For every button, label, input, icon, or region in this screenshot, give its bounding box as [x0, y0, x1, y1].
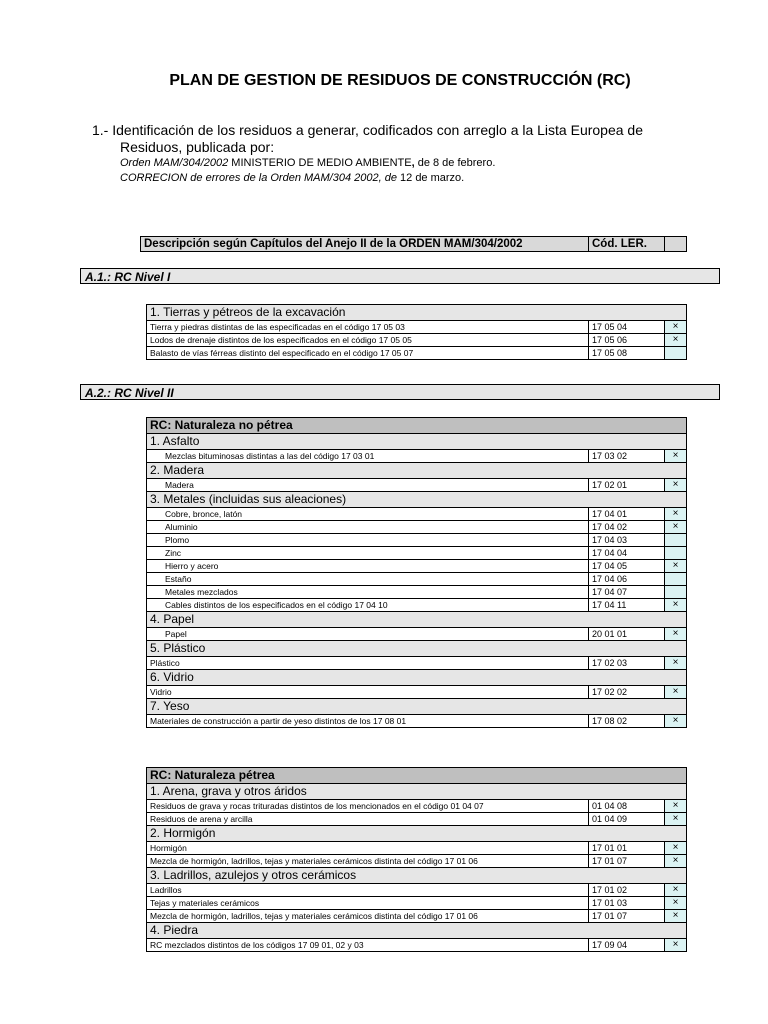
row-description: Cobre, bronce, latón — [147, 508, 589, 521]
group-label: 3. Metales (incluidas sus aleaciones) — [147, 492, 687, 508]
row-code: 01 04 08 — [589, 800, 665, 813]
group-row — [147, 826, 687, 842]
table-row — [147, 560, 687, 573]
group-label: 4. Papel — [147, 612, 687, 628]
row-code: 17 04 04 — [589, 547, 665, 560]
row-mark: × — [665, 560, 687, 573]
table-row — [147, 939, 687, 952]
document-title: PLAN DE GESTION DE RESIDUOS DE CONSTRUCCIÓN (RC) — [169, 72, 631, 89]
level-1-table — [146, 304, 687, 360]
row-mark — [665, 347, 687, 360]
table-row — [147, 573, 687, 586]
row-mark: × — [665, 813, 687, 826]
row-description: Tierra y piedras distintas de las especificadas en el código 17 05 03 — [147, 321, 589, 334]
nature-title: RC: Naturaleza pétrea — [147, 768, 687, 784]
row-description: Residuos de grava y rocas trituradas distintos de los mencionados en el código 01 04 07 — [147, 800, 589, 813]
row-mark — [665, 534, 687, 547]
group-label: 4. Piedra — [147, 923, 687, 939]
group-row — [147, 641, 687, 657]
table-row — [147, 547, 687, 560]
table-row — [147, 715, 687, 728]
group-row — [147, 434, 687, 450]
group-label: 6. Vidrio — [147, 670, 687, 686]
intro-line-1: 1.- Identificación de los residuos a generar, codificados con arreglo a la Lista Europea de — [92, 122, 644, 138]
reference-ministry: MINISTERIO DE MEDIO AMBIENTE — [228, 157, 412, 169]
table-row — [147, 521, 687, 534]
row-mark: × — [665, 800, 687, 813]
row-mark: × — [665, 508, 687, 521]
row-code: 17 01 07 — [589, 855, 665, 868]
group-label: 1. Asfalto — [147, 434, 687, 450]
row-description: Estaño — [147, 573, 589, 586]
row-description: Mezclas bituminosas distintas a las del código 17 03 01 — [147, 450, 589, 463]
row-code: 17 05 08 — [589, 347, 665, 360]
no-petrea-table — [146, 417, 687, 728]
group-row — [147, 463, 687, 479]
table-row — [147, 334, 687, 347]
row-code: 17 01 02 — [589, 884, 665, 897]
row-description: Hormigón — [147, 842, 589, 855]
row-description: Plomo — [147, 534, 589, 547]
intro-line-2: Residuos, publicada por: — [120, 139, 275, 155]
group-label: 1. Arena, grava y otros áridos — [147, 784, 687, 800]
row-description: Mezcla de hormigón, ladrillos, tejas y materiales cerámicos distinta del código 17 01 06 — [147, 910, 589, 923]
row-code: 17 04 01 — [589, 508, 665, 521]
row-code: 17 01 07 — [589, 910, 665, 923]
row-description: Residuos de arena y arcilla — [147, 813, 589, 826]
row-mark: × — [665, 628, 687, 641]
row-code: 17 01 03 — [589, 897, 665, 910]
group-row — [147, 492, 687, 508]
header-description: Descripción según Capítulos del Anejo II de la ORDEN MAM/304/2002 — [141, 237, 589, 252]
row-mark: × — [665, 599, 687, 612]
group-row — [147, 923, 687, 939]
header-mark — [665, 237, 687, 252]
group-row — [147, 699, 687, 715]
row-mark: × — [665, 897, 687, 910]
table-row — [147, 897, 687, 910]
table-row — [147, 586, 687, 599]
level-1-bar: A.1.: RC Nivel I — [80, 268, 720, 284]
reference-correction — [92, 171, 742, 186]
row-code: 17 05 06 — [589, 334, 665, 347]
table-row — [147, 347, 687, 360]
row-code: 17 08 02 — [589, 715, 665, 728]
table-row — [147, 686, 687, 699]
level-2-bar: A.2.: RC Nivel II — [80, 384, 720, 400]
table-row — [147, 800, 687, 813]
row-code: 17 02 01 — [589, 479, 665, 492]
table-row — [147, 657, 687, 670]
row-mark: × — [665, 657, 687, 670]
table-row — [147, 534, 687, 547]
group-label: 7. Yeso — [147, 699, 687, 715]
petrea-table — [146, 767, 687, 952]
reference-order-name: Orden MAM/304/2002 — [120, 157, 229, 169]
row-description: Tejas y materiales cerámicos — [147, 897, 589, 910]
row-code: 01 04 09 — [589, 813, 665, 826]
row-mark: × — [665, 479, 687, 492]
reference-correction-name: CORRECION de errores de la Orden MAM/304 2002, de — [120, 172, 397, 184]
row-code: 17 04 11 — [589, 599, 665, 612]
group-row — [147, 784, 687, 800]
row-description: Vidrio — [147, 686, 589, 699]
row-mark — [665, 547, 687, 560]
row-code: 17 04 03 — [589, 534, 665, 547]
group-row — [147, 305, 687, 321]
row-code: 17 01 01 — [589, 842, 665, 855]
row-description: RC mezclados distintos de los códigos 17 09 01, 02 y 03 — [147, 939, 589, 952]
row-mark: × — [665, 910, 687, 923]
table-row — [147, 884, 687, 897]
row-description: Hierro y acero — [147, 560, 589, 573]
row-description: Metales mezclados — [147, 586, 589, 599]
row-description: Zinc — [147, 547, 589, 560]
row-code: 20 01 01 — [589, 628, 665, 641]
header-code: Cód. LER. — [589, 237, 665, 252]
group-row — [147, 612, 687, 628]
reference-order — [92, 156, 742, 171]
table-row — [147, 910, 687, 923]
row-code: 17 04 06 — [589, 573, 665, 586]
row-mark: × — [665, 842, 687, 855]
table-row — [147, 855, 687, 868]
row-description: Lodos de drenaje distintos de los especificados en el código 17 05 05 — [147, 334, 589, 347]
table-row — [147, 479, 687, 492]
row-code: 17 02 03 — [589, 657, 665, 670]
group-row — [147, 670, 687, 686]
row-mark — [665, 586, 687, 599]
row-mark: × — [665, 884, 687, 897]
row-description: Mezcla de hormigón, ladrillos, tejas y materiales cerámicos distinta del código 17 01 06 — [147, 855, 589, 868]
group-label: 5. Plástico — [147, 641, 687, 657]
nature-title-row — [147, 768, 687, 784]
row-mark: × — [665, 334, 687, 347]
row-mark: × — [665, 450, 687, 463]
row-description: Madera — [147, 479, 589, 492]
row-mark: × — [665, 321, 687, 334]
group-label: 2. Hormigón — [147, 826, 687, 842]
row-code: 17 04 07 — [589, 586, 665, 599]
nature-title-row — [147, 418, 687, 434]
reference-correction-date: 12 de marzo. — [396, 172, 465, 184]
row-mark — [665, 573, 687, 586]
table-row — [147, 508, 687, 521]
table-row — [147, 813, 687, 826]
table-row — [147, 321, 687, 334]
reference-order-date: de 8 de febrero. — [414, 157, 496, 169]
row-code: 17 09 04 — [589, 939, 665, 952]
row-description: Balasto de vías férreas distinto del especificado en el código 17 05 07 — [147, 347, 589, 360]
group-label: 3. Ladrillos, azulejos y otros cerámicos — [147, 868, 687, 884]
row-description: Aluminio — [147, 521, 589, 534]
row-code: 17 03 02 — [589, 450, 665, 463]
table-row — [147, 599, 687, 612]
group-label: 1. Tierras y pétreos de la excavación — [147, 305, 687, 321]
group-row — [147, 868, 687, 884]
group-label: 2. Madera — [147, 463, 687, 479]
table-row — [147, 628, 687, 641]
row-mark: × — [665, 521, 687, 534]
column-header — [140, 236, 687, 252]
reference-comma: , — [411, 157, 415, 169]
row-description: Cables distintos de los especificados en el código 17 04 10 — [147, 599, 589, 612]
row-mark: × — [665, 855, 687, 868]
table-row — [147, 450, 687, 463]
row-code: 17 05 04 — [589, 321, 665, 334]
row-code: 17 04 02 — [589, 521, 665, 534]
row-mark: × — [665, 939, 687, 952]
nature-title: RC: Naturaleza no pétrea — [147, 418, 687, 434]
row-description: Materiales de construcción a partir de yeso distintos de los 17 08 01 — [147, 715, 589, 728]
row-code: 17 04 05 — [589, 560, 665, 573]
table-row — [147, 842, 687, 855]
intro-block — [92, 122, 742, 186]
row-mark: × — [665, 686, 687, 699]
row-description: Papel — [147, 628, 589, 641]
row-description: Plástico — [147, 657, 589, 670]
row-code: 17 02 02 — [589, 686, 665, 699]
row-description: Ladrillos — [147, 884, 589, 897]
row-mark: × — [665, 715, 687, 728]
